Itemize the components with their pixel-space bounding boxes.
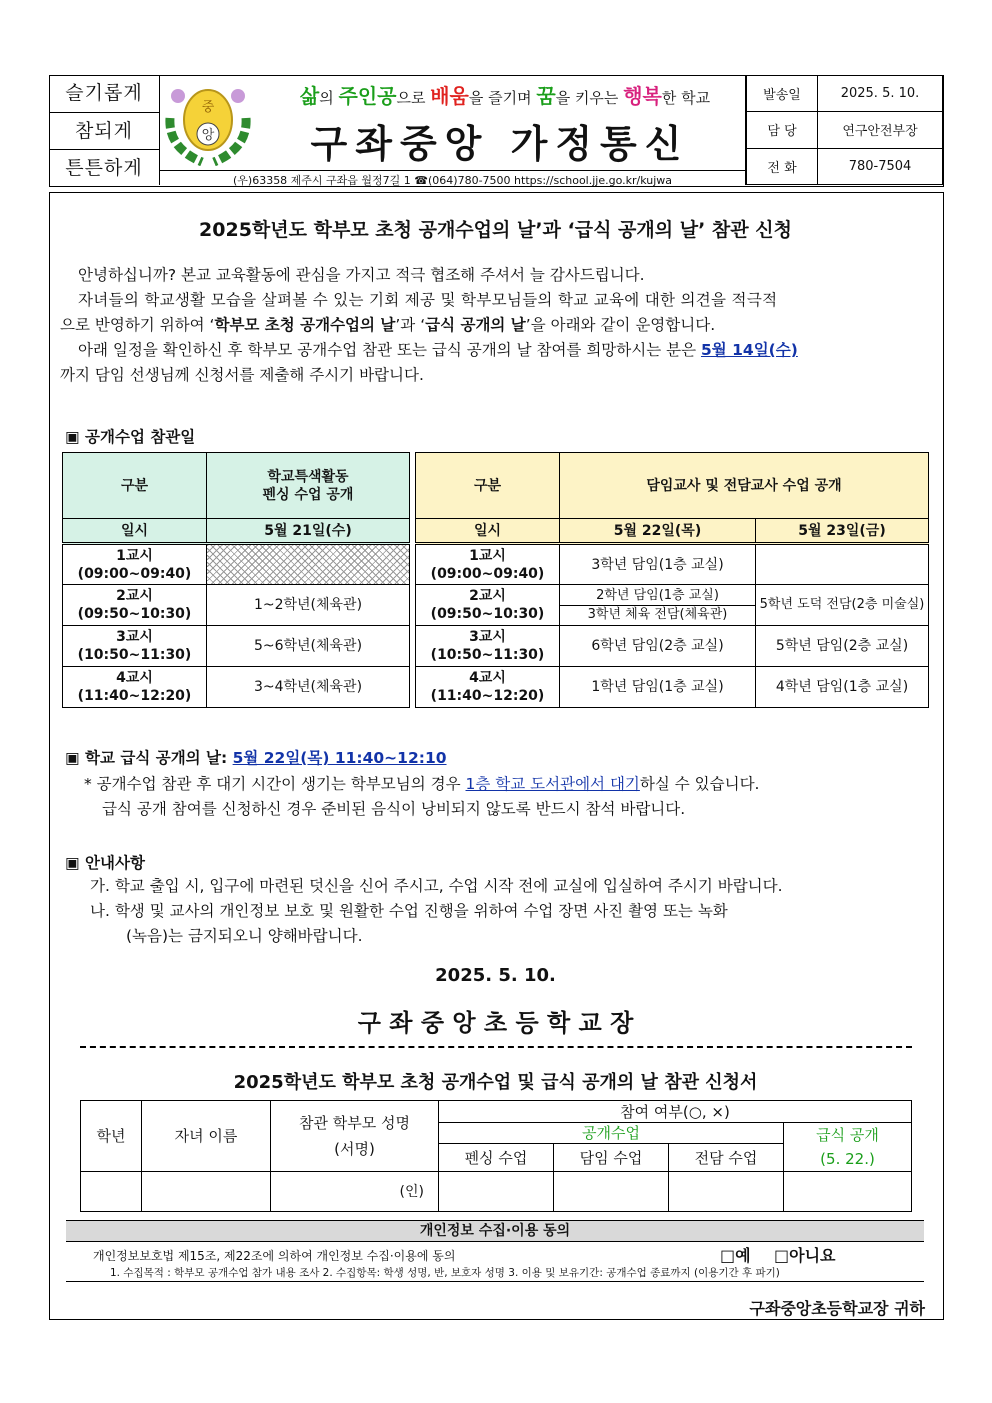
logo-text-1: 중 <box>201 100 215 115</box>
addressee: 구좌중앙초등학교장 귀하 <box>749 1299 925 1318</box>
form-title: 2025학년도 학부모 초청 공개수업 및 급식 공개의 날 참관 신청서 <box>233 1072 758 1093</box>
school-logo <box>162 78 254 166</box>
newsletter-title: 구좌중앙 가정통신 <box>310 122 690 166</box>
issue-date: 2025. 5. 10. <box>435 965 556 986</box>
intro-text <box>60 263 934 388</box>
lunch-notes <box>84 772 934 822</box>
class-cell: 3~4학년(체육관) <box>207 667 410 708</box>
info-label: 발송일 <box>747 76 818 112</box>
notice-a: 가. 학교 출입 시, 입구에 마련된 덧신을 신어 주시고, 수업 시작 전에 교실에 입실하여 주시기 바랍니다. <box>90 877 783 895</box>
date-label: 일시 <box>63 519 207 544</box>
open-class-header: 공개수업 <box>439 1123 784 1144</box>
motto-2: 참되게 <box>49 113 159 151</box>
class-cell: 2학년 담임(1층 교실) 3학년 체육 전담(체육관) <box>560 585 756 626</box>
col-header: 구분 <box>63 453 207 519</box>
principal-name: 구 좌 중 앙 초 등 학 교 장 <box>357 1009 634 1037</box>
fencing-header: 펜싱 수업 <box>439 1144 554 1172</box>
deadline-date: 5월 14일(수) <box>700 341 798 359</box>
lunch-date: 5월 22일(목) 11:40~12:10 <box>232 749 447 767</box>
period-cell: 1교시 (09:00~09:40) <box>63 544 207 585</box>
participate-header: 참여 여부(○, ×) <box>439 1101 912 1123</box>
lunch-note-1: * 공개수업 참관 후 대기 시간이 생기는 학부모님의 경우 1층 학교 도서관에서 대기하실 수 있습니다. <box>84 775 760 793</box>
class-cell: 5~6학년(체육관) <box>207 626 410 667</box>
application-form <box>80 1100 912 1212</box>
class-cell: 6학년 담임(2층 교실) <box>560 626 756 667</box>
issue-info <box>745 75 943 185</box>
consent-no[interactable]: □아니요 <box>774 1246 836 1265</box>
intro-p2: 으로 반영하기 위하여 ‘학부모 초청 공개수업의 날’과 ‘급식 공개의 날’을 아래와 같이 운영합니다. <box>60 316 716 334</box>
cut-line <box>80 1046 912 1048</box>
col-header: 담임교사 및 전담교사 수업 공개 <box>560 453 929 519</box>
logo-text-2: 앙 <box>201 128 215 143</box>
grade-field[interactable] <box>81 1172 142 1212</box>
period-cell: 4교시 (11:40~12:20) <box>416 667 560 708</box>
parent-header: 참관 학부모 성명 (서명) <box>271 1101 439 1172</box>
class-cell: 4학년 담임(1층 교실) <box>756 667 929 708</box>
schedule-heading: ▣ 공개수업 참관일 <box>65 428 196 446</box>
child-name-field[interactable] <box>142 1172 271 1212</box>
lunch-note-2: 급식 공개 참여를 신청하신 경우 준비된 음식이 낭비되지 않도록 반드시 참석 바랍니다. <box>102 800 686 818</box>
class-schedule-table <box>415 452 929 708</box>
class-cell: 1~2학년(체육관) <box>207 585 410 626</box>
fencing-field[interactable] <box>439 1172 554 1212</box>
class-cell: 5학년 도덕 전담(2층 미술실) <box>756 585 929 626</box>
consent-box <box>66 1220 924 1282</box>
info-label: 전 화 <box>747 148 818 184</box>
info-label: 담 당 <box>747 112 818 148</box>
notice-b2: (녹음)는 금지되오니 양해바랍니다. <box>126 927 363 945</box>
period-cell: 2교시 (09:50~10:30) <box>63 585 207 626</box>
date-cell: 5월 21일(수) <box>207 519 410 544</box>
lunch-field[interactable] <box>784 1172 912 1212</box>
period-cell: 2교시 (09:50~10:30) <box>416 585 560 626</box>
class-cell <box>756 544 929 585</box>
intro-p3c: 까지 담임 선생님께 신청서를 제출해 주시기 바랍니다. <box>60 366 424 384</box>
period-cell: 1교시 (09:00~09:40) <box>416 544 560 585</box>
intro-p1: 안녕하십니까? 본교 교육활동에 관심을 가지고 적극 협조해 주셔서 늘 감사드립니다. <box>78 266 645 284</box>
col-header: 구분 <box>416 453 560 519</box>
specialist-header: 전담 수업 <box>669 1144 784 1172</box>
main-title: 2025학년도 학부모 초청 공개수업의 날’과 ‘급식 공개의 날’ 참관 신청 <box>199 219 792 241</box>
date-cell: 5월 22일(목) <box>560 519 756 544</box>
specialist-field[interactable] <box>669 1172 784 1212</box>
school-address: (우)63358 제주시 구좌읍 월정7길 1 ☎(064)780-7500 https://school.jje.go.kr/kujwa <box>160 170 745 188</box>
consent-detail: 1. 수집목적 : 학부모 공개수업 참가 내용 조사 2. 수집항목: 학생 성명, 반, 보호자 성명 3. 이용 및 보유기간: 공개수업 종료까지 (이용기간 후 파기) <box>110 1267 780 1279</box>
lunch-header: 급식 공개 (5. 22.) <box>784 1123 912 1172</box>
motto-3: 튼튼하게 <box>65 157 143 180</box>
period-cell: 3교시 (10:50~11:30) <box>63 626 207 667</box>
col-header: 학교특색활동 펜싱 수업 공개 <box>207 453 410 519</box>
consent-yes[interactable]: □예 <box>720 1246 751 1265</box>
grade-header: 학년 <box>81 1101 142 1172</box>
notice-heading: ▣ 안내사항 <box>65 854 145 872</box>
period-cell: 4교시 (11:40~12:20) <box>63 667 207 708</box>
class-cell: 5학년 담임(2층 교실) <box>756 626 929 667</box>
consent-text: 개인정보보호법 제15조, 제22조에 의하여 개인정보 수집·이용에 동의 <box>93 1249 456 1263</box>
empty-cell <box>207 544 410 585</box>
parent-signature-field[interactable]: (인) <box>271 1172 439 1212</box>
notice-b1: 나. 학생 및 교사의 개인정보 보호 및 원활한 수업 진행을 위하여 수업 장면 사진 촬영 또는 녹화 <box>90 902 728 920</box>
info-value: 2025. 5. 10. <box>818 76 943 112</box>
class-cell: 1학년 담임(1층 교실) <box>560 667 756 708</box>
child-header: 자녀 이름 <box>142 1101 271 1172</box>
class-cell: 3학년 담임(1층 교실) <box>560 544 756 585</box>
intro-p3: 아래 일정을 확인하신 후 학부모 공개수업 참관 또는 급식 공개의 날 참여를 희망하시는 분은 5월 14일(수) <box>78 341 798 359</box>
school-motto <box>49 75 160 185</box>
consent-title: 개인정보 수집·이용 동의 <box>66 1221 924 1242</box>
school-slogan: 삶의 주인공으로 배움을 즐기며 꿈을 키우는 행복한 학교 <box>299 84 711 108</box>
period-cell: 3교시 (10:50~11:30) <box>416 626 560 667</box>
date-cell: 5월 23일(금) <box>756 519 929 544</box>
info-value: 780-7504 <box>818 148 943 184</box>
fencing-schedule-table <box>62 452 410 708</box>
motto-1: 슬기롭게 <box>49 75 159 113</box>
lunch-heading: ▣ 학교 급식 공개의 날: 5월 22일(목) 11:40~12:10 <box>65 749 447 767</box>
notice-text <box>90 874 920 949</box>
intro-p2a: 자녀들의 학교생활 모습을 살펴볼 수 있는 기회 제공 및 학부모님들의 학교 교육에 대한 의견을 적극적 <box>78 291 778 309</box>
homeroom-header: 담임 수업 <box>554 1144 669 1172</box>
homeroom-field[interactable] <box>554 1172 669 1212</box>
date-label: 일시 <box>416 519 560 544</box>
info-value: 연구안전부장 <box>818 112 943 148</box>
